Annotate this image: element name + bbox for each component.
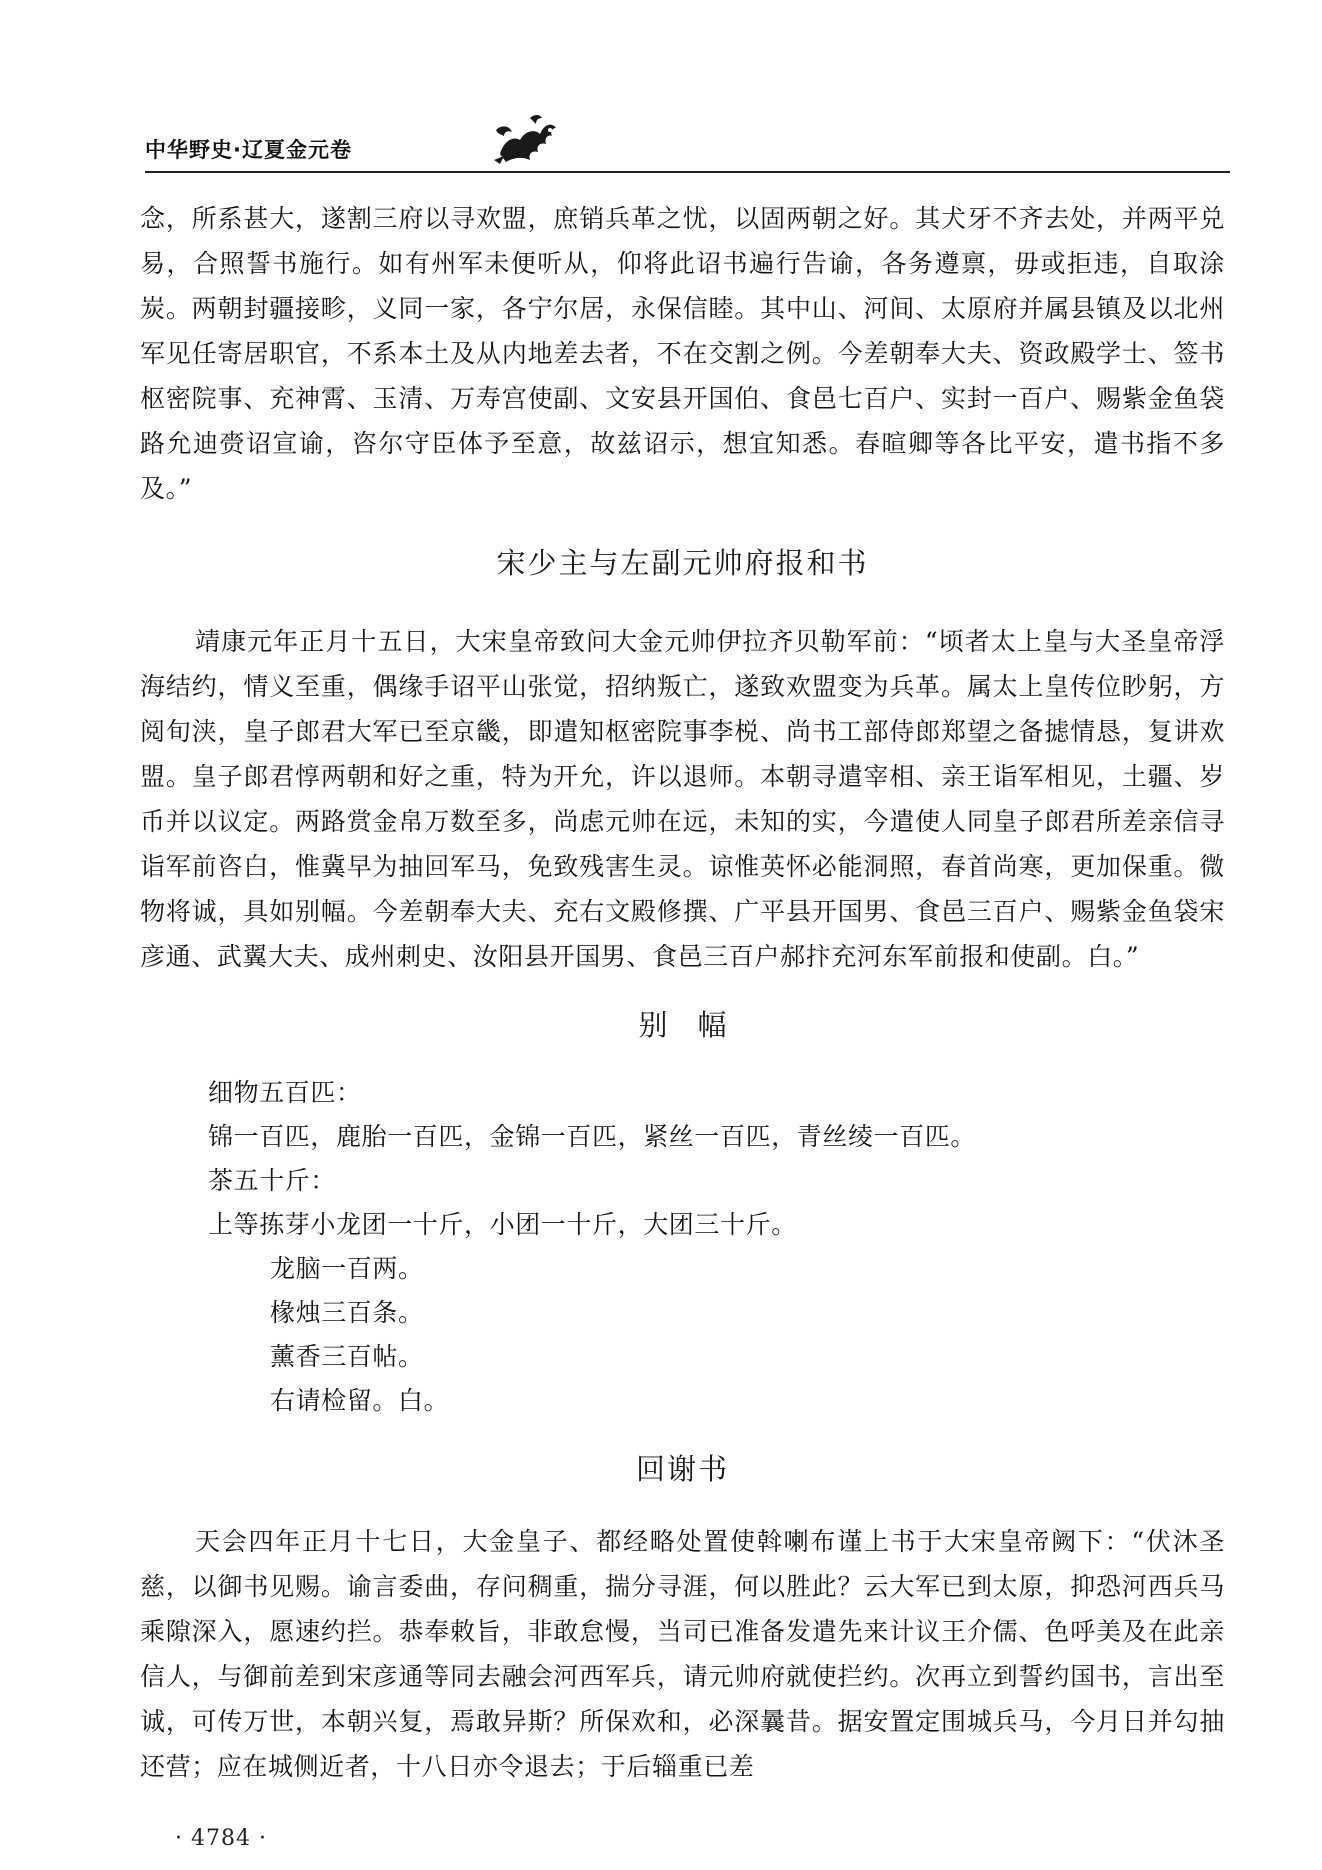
list-item: 龙脑一百两。 [270, 1254, 424, 1283]
list-item: 椽烛三百条。 [270, 1298, 424, 1327]
dragon-emblem-icon [490, 110, 562, 166]
reply-letter-paragraph: 天会四年正月十七日，大金皇子、都经略处置使斡喇布谨上书于大宋皇帝阙下：“伏沐圣慈，以御书见赐。谕言委曲，存问稠重，揣分寻涯，何以胜此？云大军已到太原，抑恐河西兵马乘隙深入，愿速约拦。恭奉敕旨，非敢怠慢，当司已准备发遣先来计议王介儒、色呼美及在此亲信人，与御前差到宋彦通等同去融会河西军兵，请元帅府就使拦约。次再立到誓约国书，言出至诚，可传万世，本朝兴复，焉敢异斯？所保欢和，必深曩昔。据安置定围城兵马，今月日并勾抽还营；应在城侧近者，十八日亦令退去；于后辎重已差 [140, 1527, 1225, 1781]
section-heading-reply-letter: 回谢书 [635, 1452, 729, 1486]
gift-list [140, 1071, 1225, 1423]
page-content [140, 196, 1225, 1789]
list-item: 锦一百匹，鹿胎一百匹，金锦一百匹，紧丝一百匹，青丝绫一百匹。 [208, 1122, 977, 1151]
list-item: 细物五百匹： [208, 1078, 362, 1107]
list-item: 右请检留。白。 [270, 1386, 450, 1415]
list-item: 茶五十斤： [208, 1166, 337, 1195]
running-title: 中华野史·辽夏金元卷 [145, 138, 352, 162]
page-number: · 4784 · [175, 1826, 267, 1851]
section-heading-peace-letter: 宋少主与左副元帅府报和书 [496, 546, 869, 580]
list-item: 上等拣芽小龙团一十斤，小团一十斤，大团三十斤。 [208, 1210, 797, 1239]
header-rule [145, 171, 1230, 173]
section-heading-gift-list: 别幅 [638, 1008, 757, 1042]
page-header [145, 110, 1235, 170]
peace-letter-paragraph: 靖康元年正月十五日，大宋皇帝致问大金元帅伊拉齐贝勒军前：“顷者太上皇与大圣皇帝浮海结约，情义至重，偶缘手诏平山张觉，招纳叛亡，遂致欢盟变为兵革。属太上皇传位眇躬，方阅旬浃，皇子郎君大军已至京畿，即遣知枢密院事李棁、尚书工部侍郎郑望之备摅情恳，复讲欢盟。皇子郎君惇两朝和好之重，特为开允，许以退师。本朝寻遣宰相、亲王诣军相见，土疆、岁币并以议定。两路赏金帛万数至多，尚虑元帅在远，未知的实，今遣使人同皇子郎君所差亲信寻诣军前咨白，惟冀早为抽回军马，免致残害生灵。谅惟英怀必能洞照，春首尚寒，更加保重。微物将诚，具如别幅。今差朝奉大夫、充右文殿修撰、广平县开国男、食邑三百户、赐紫金鱼袋宋彦通、武翼大夫、成州刺史、汝阳县开国男、食邑三百户郝抃充河东军前报和使副。白。” [140, 627, 1225, 971]
list-item: 薰香三百帖。 [270, 1342, 424, 1371]
intro-paragraph: 念，所系甚大，遂割三府以寻欢盟，庶销兵革之忧，以固两朝之好。其犬牙不齐去处，并两平兑易，合照誓书施行。如有州军未便听从，仰将此诏书遍行告谕，各务遵禀，毋或拒违，自取涂炭。两朝封疆接畛，义同一家，各宁尔居，永保信睦。其中山、河间、太原府并属县镇及以北州军见任寄居职官，不系本土及从内地差去者，不在交割之例。今差朝奉大夫、资政殿学士、签书枢密院事、充神霄、玉清、万寿宫使副、文安县开国伯、食邑七百户、实封一百户、赐紫金鱼袋路允迪赍诏宣谕，咨尔守臣体予至意，故兹诏示，想宜知悉。春暄卿等各比平安，遣书指不多及。” [140, 204, 1225, 503]
